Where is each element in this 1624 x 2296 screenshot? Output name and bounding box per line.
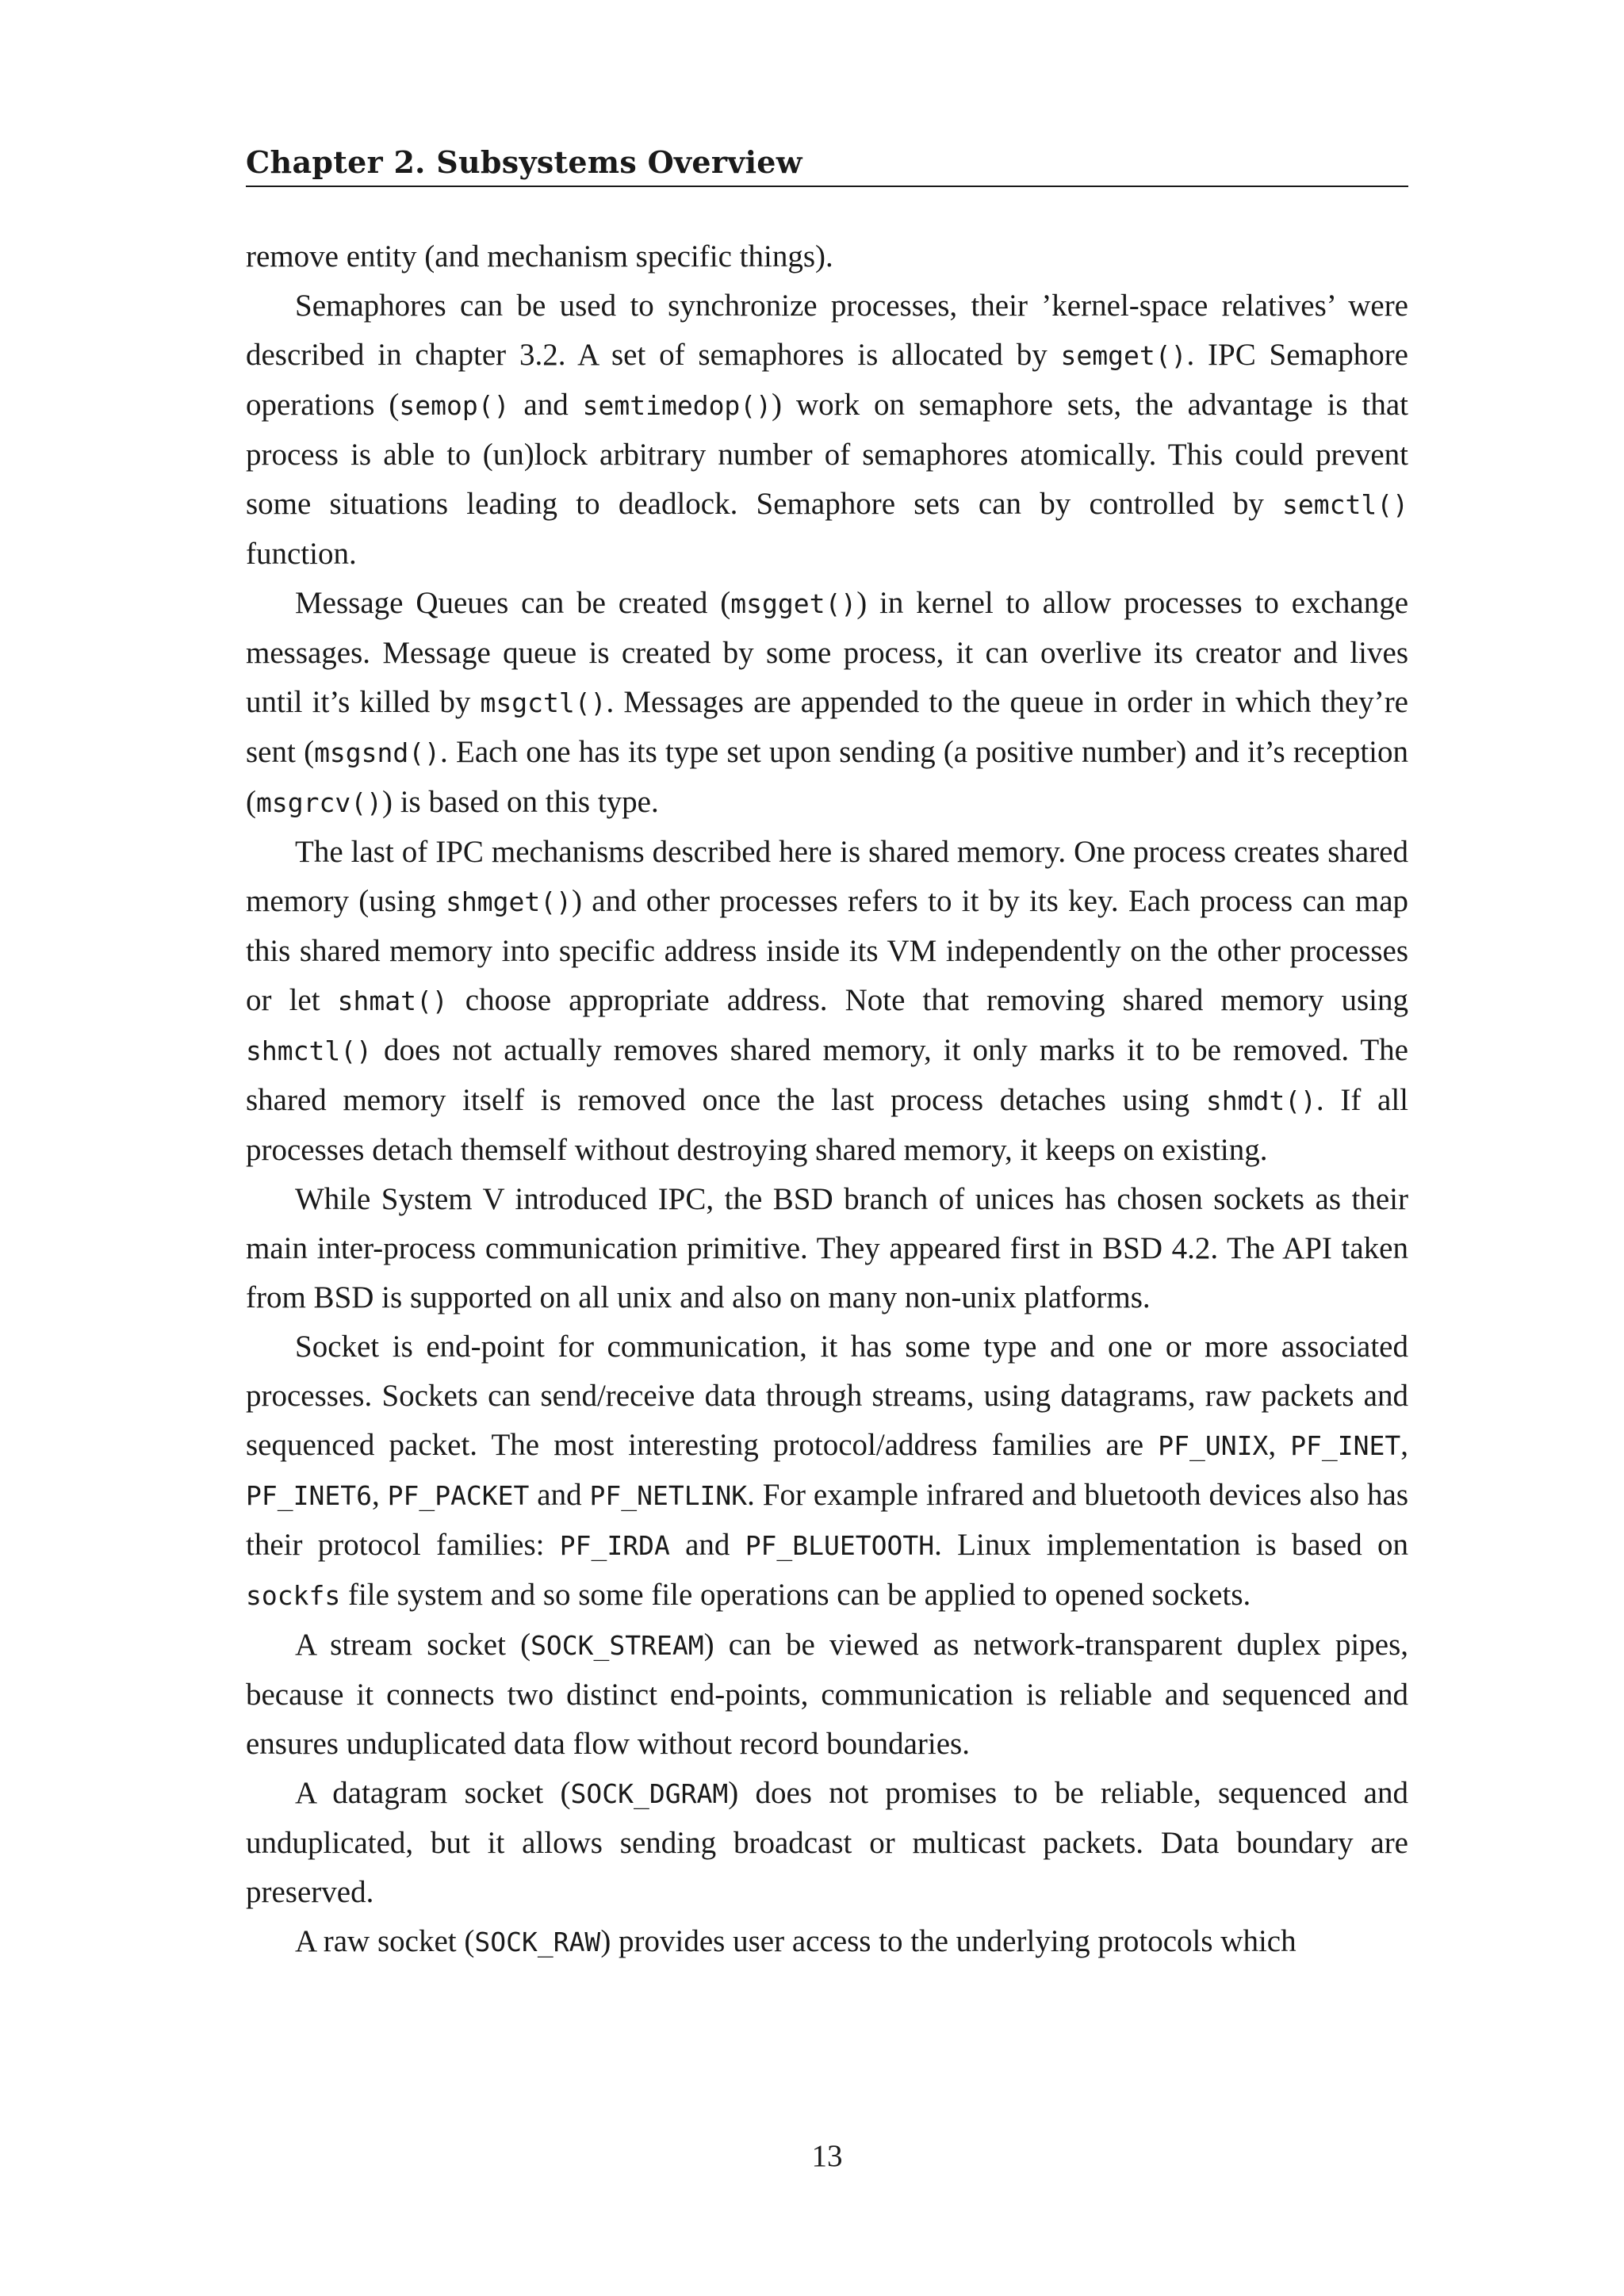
text-run: ) and other processes refers to it by its key. Each process can map this shared memory into specific address inside its VM independently on the other processes or let [246, 884, 1408, 1017]
paragraph-text: While System V introduced IPC, the BSD branch of unices has chosen sockets as their main inter-process communication primitive. They appeared first in BSD 4.2. The API taken from BSD is supported on all unix and also on many non-unix platforms. [246, 1182, 1408, 1314]
text-run: and [669, 1528, 745, 1562]
text-run: . For example infrared and bluetooth devices also has their protocol families: [246, 1478, 1409, 1562]
code-sock-dgram: SOCK_DGRAM [570, 1778, 729, 1809]
code-msgctl: msgctl() [480, 687, 607, 718]
text-run: ) can be viewed as network-transparent duplex pipes, because it connects two distinct end-points, communication is reliable and sequenced and ensures unduplicated data flow without record boundaries. [246, 1628, 1408, 1761]
paragraph-text: remove entity (and mechanism specific things). [246, 239, 833, 274]
code-pf-packet: PF_PACKET [387, 1480, 530, 1511]
paragraph-socket-families [246, 1322, 1408, 1621]
code-pf-inet6: PF_INET6 [246, 1480, 372, 1511]
running-header: Chapter 2. Subsystems Overview [246, 144, 802, 180]
text-run: and [509, 388, 583, 422]
paragraph-datagram-socket [246, 1769, 1408, 1917]
text-run: Message Queues can be created ( [295, 586, 731, 620]
text-run: The last of IPC mechanisms described here is shared memory. One process creates shared memory (using [246, 835, 1408, 918]
page-number: 13 [811, 2139, 843, 2173]
code-shmdt: shmdt() [1205, 1085, 1316, 1116]
text-run: , [1400, 1428, 1409, 1462]
text-run: does not actually removes shared memory, it only marks it to be removed. The shared memory itself is removed once the last process detaches using [246, 1033, 1408, 1117]
paragraph-1 [246, 232, 1408, 281]
document-page [246, 0, 1408, 2296]
text-run: function. [246, 537, 357, 571]
text-run: , [1268, 1428, 1291, 1462]
code-semget: semget() [1060, 340, 1187, 371]
text-run: , [371, 1478, 388, 1512]
code-pf-inet: PF_INET [1290, 1430, 1401, 1461]
code-pf-irda: PF_IRDA [559, 1530, 670, 1561]
text-run: ) is based on this type. [381, 785, 659, 819]
code-shmget: shmget() [446, 886, 573, 917]
code-semctl: semctl() [1282, 489, 1408, 520]
code-sockfs: sockfs [246, 1580, 341, 1611]
text-run: ) does not promises to be reliable, sequenced and unduplicated, but it allows sending broadcast or multicast packets. Data boundary are preserved. [246, 1776, 1408, 1909]
header-rule [246, 186, 1408, 187]
code-semop: semop() [399, 390, 510, 421]
code-pf-unix: PF_UNIX [1158, 1430, 1269, 1461]
text-run: A datagram socket ( [295, 1776, 571, 1810]
code-semtimedop: semtimedop() [582, 390, 772, 421]
code-pf-netlink: PF_NETLINK [589, 1480, 748, 1511]
paragraph-message-queues [246, 579, 1408, 828]
text-run: file system and so some file operations can be applied to opened sockets. [340, 1578, 1251, 1612]
text-run: . Messages are appended to the queue in order in which they’re sent ( [246, 685, 1408, 769]
paragraph-raw-socket [246, 1917, 1408, 1967]
text-run: Semaphores can be used to synchronize processes, their ’kernel-space relatives’ were described in chapter 3.2. A set of semaphores is allocated by [246, 289, 1408, 372]
body-text [246, 232, 1408, 1967]
text-run: ) provides user access to the underlying protocols which [600, 1924, 1297, 1958]
code-msgrcv: msgrcv() [256, 787, 382, 818]
text-run: A raw socket ( [295, 1924, 475, 1958]
text-run: . Each one has its type set upon sending (a positive number) and it’s reception ( [246, 735, 1409, 819]
text-run: Socket is end-point for communication, it has some type and one or more associated processes. Sockets can send/receive data through streams, using datagrams, raw packets and sequenced packet. The most interesting protocol/address families are [246, 1330, 1408, 1462]
paragraph-stream-socket [246, 1621, 1408, 1769]
code-shmctl: shmctl() [246, 1035, 372, 1066]
code-pf-bluetooth: PF_BLUETOOTH [745, 1530, 935, 1561]
text-run: ) work on semaphore sets, the advantage is that process is able to (un)lock arbitrary number of semaphores atomically. This could prevent some situations leading to deadlock. Semaphore sets can by controlled by [246, 388, 1408, 521]
text-run: and [529, 1478, 590, 1512]
text-run: . If all processes detach themself without destroying shared memory, it keeps on existing. [246, 1083, 1408, 1167]
paragraph-shared-memory [246, 828, 1408, 1175]
text-run: A stream socket ( [295, 1628, 531, 1662]
text-run: choose appropriate address. Note that removing shared memory using [447, 983, 1408, 1017]
paragraph-bsd-sockets [246, 1175, 1408, 1322]
code-msgget: msgget() [730, 588, 857, 619]
code-sock-stream: SOCK_STREAM [530, 1630, 704, 1661]
code-msgsnd: msgsnd() [314, 737, 441, 768]
text-run: . IPC Semaphore operations ( [246, 338, 1408, 422]
paragraph-semaphores [246, 281, 1408, 579]
text-run: ) in kernel to allow processes to exchange messages. Message queue is created by some process, it can overlive its creator and lives until it’s killed by [246, 586, 1409, 719]
text-run: . Linux implementation is based on [934, 1528, 1408, 1562]
code-shmat: shmat() [337, 985, 448, 1016]
code-sock-raw: SOCK_RAW [474, 1927, 601, 1957]
